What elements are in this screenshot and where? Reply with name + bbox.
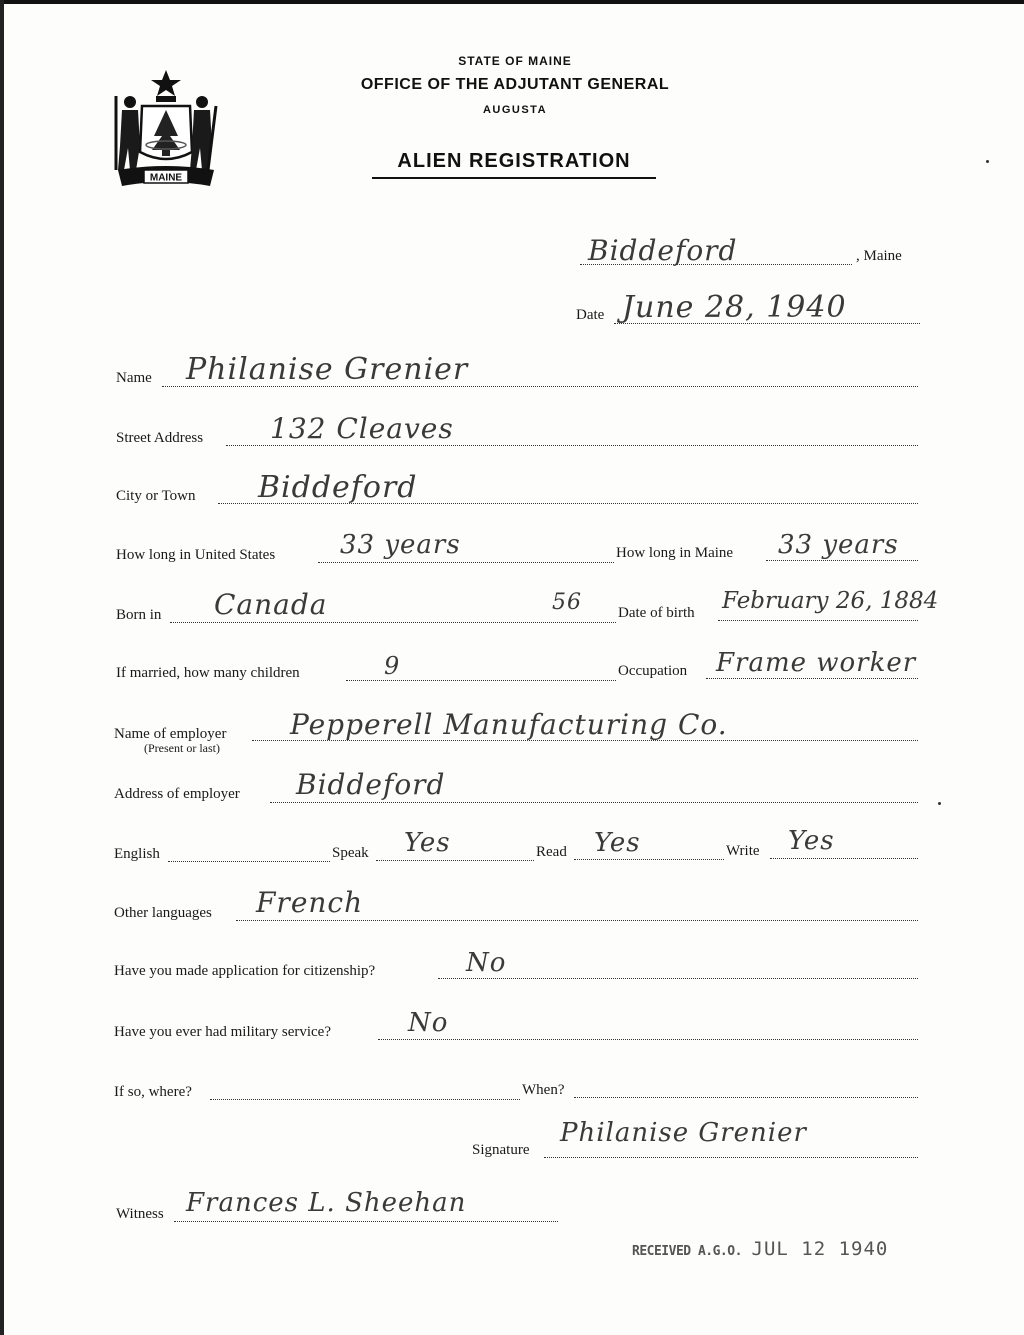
form-title: ALIEN REGISTRATION [372, 150, 656, 179]
born-in-line [170, 622, 616, 623]
employer-value: Pepperell Manufacturing Co. [290, 708, 728, 741]
write-label: Write [726, 843, 760, 859]
military-label: Have you ever had military service? [114, 1024, 331, 1040]
witness-line [174, 1221, 558, 1222]
witness-label: Witness [116, 1206, 164, 1222]
seal-banner-text: MAINE [149, 172, 183, 184]
occupation-value: Frame worker [716, 648, 917, 678]
how-long-maine-line [766, 560, 918, 561]
date-of-birth-value: February 26, 1884 [722, 588, 939, 614]
place-value: Biddeford [588, 234, 738, 267]
scan-speck [938, 802, 941, 805]
other-languages-line [236, 920, 918, 921]
where-label: If so, where? [114, 1084, 192, 1100]
name-label: Name [116, 370, 152, 386]
english-line [168, 861, 330, 862]
read-line [574, 859, 724, 860]
name-value: Philanise Grenier [186, 352, 469, 387]
witness-value: Frances L. Sheehan [186, 1188, 467, 1218]
read-value: Yes [594, 828, 641, 858]
age-value: 56 [552, 590, 582, 615]
received-stamp [632, 1238, 888, 1260]
header-city: AUGUSTA [482, 104, 548, 116]
speak-value: Yes [404, 828, 451, 858]
header-state: STATE OF MAINE [458, 54, 572, 68]
maine-seal-icon [112, 66, 220, 192]
occupation-label: Occupation [618, 663, 688, 679]
date-label: Date [576, 307, 605, 323]
city-value: Biddeford [258, 470, 418, 505]
read-label: Read [536, 844, 567, 860]
signature-value: Philanise Grenier [560, 1118, 807, 1148]
city-label: City or Town [116, 488, 196, 504]
where-line [210, 1099, 520, 1100]
children-label: If married, how many children [116, 665, 300, 681]
stamp-date-text: JUL 12 1940 [751, 1238, 889, 1260]
date-value: June 28, 1940 [622, 290, 847, 325]
stamp-received-text: RECEIVED A.G.O. [632, 1244, 742, 1259]
english-label: English [114, 846, 160, 862]
children-value: 9 [384, 652, 401, 680]
speak-label: Speak [332, 845, 369, 861]
employer-note: (Present or last) [144, 741, 220, 755]
employer-address-line [270, 802, 918, 803]
maine-label: , Maine [856, 248, 902, 264]
scan-border-left [0, 0, 4, 1335]
street-value: 132 Cleaves [270, 412, 454, 445]
when-label: When? [522, 1082, 565, 1098]
scan-border-top [0, 0, 1024, 4]
other-languages-value: French [256, 886, 364, 919]
citizenship-label: Have you made application for citizenship? [114, 963, 376, 979]
how-long-us-label: How long in United States [116, 547, 276, 563]
write-line [770, 858, 918, 859]
children-line [346, 680, 616, 681]
how-long-us-line [318, 562, 614, 563]
employer-address-value: Biddeford [296, 768, 446, 801]
street-line [226, 445, 918, 446]
military-value: No [408, 1008, 449, 1038]
employer-label: Name of employer [114, 726, 227, 742]
born-in-value: Canada [214, 588, 328, 621]
date-of-birth-label: Date of birth [618, 605, 695, 621]
other-languages-label: Other languages [114, 905, 212, 921]
street-label: Street Address [116, 430, 204, 446]
date-of-birth-line [718, 620, 918, 621]
employer-address-label: Address of employer [114, 786, 240, 802]
scan-speck [986, 160, 989, 163]
military-line [378, 1039, 918, 1040]
header-office: OFFICE OF THE ADJUTANT GENERAL [360, 76, 670, 93]
how-long-maine-value: 33 years [778, 530, 899, 560]
how-long-maine-label: How long in Maine [616, 545, 734, 561]
write-value: Yes [788, 826, 835, 856]
citizenship-line [438, 978, 918, 979]
when-line [574, 1097, 918, 1098]
signature-line [544, 1157, 918, 1158]
signature-label: Signature [472, 1142, 530, 1158]
speak-line [376, 860, 534, 861]
occupation-line [706, 678, 918, 679]
citizenship-value: No [466, 948, 507, 978]
how-long-us-value: 33 years [340, 530, 461, 560]
born-in-label: Born in [116, 607, 162, 623]
